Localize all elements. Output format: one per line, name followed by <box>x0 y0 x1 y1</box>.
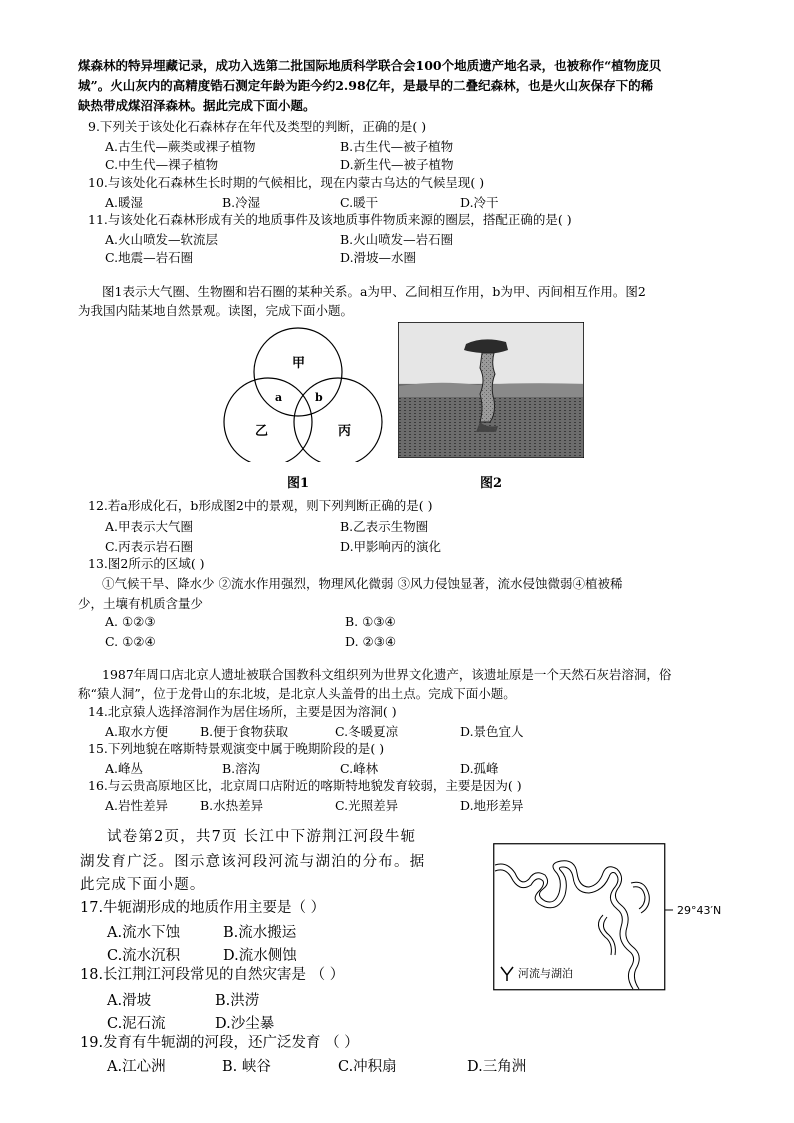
venn-label-bing: 丙 <box>338 424 352 439</box>
q17-option-c[interactable]: C.流水沉积 <box>107 948 181 964</box>
q18-stem: 18.长江荆江河段常见的自然灾害是 （ ） <box>80 967 345 983</box>
q19-option-a[interactable]: A.江心洲 <box>107 1059 166 1075</box>
q11-option-c[interactable]: C.地震—岩石圈 <box>105 250 194 265</box>
q19-stem: 19.发育有牛轭湖的河段，还广泛发育 （ ） <box>80 1035 359 1051</box>
figure-2-photo <box>398 322 584 458</box>
q9-option-d[interactable]: D.新生代—被子植物 <box>340 157 454 172</box>
q17-option-d[interactable]: D.流水侧蚀 <box>223 948 297 964</box>
q9-stem: 9.下列关于该处化石森林存在年代及类型的判断，正确的是( ) <box>88 119 427 134</box>
q18-option-a[interactable]: A.滑坡 <box>107 993 152 1009</box>
venn-label-b: b <box>315 391 323 404</box>
q19-option-d[interactable]: D.三角洲 <box>467 1059 527 1075</box>
section2-line-2: 为我国内陆某地自然景观。读图，完成下面小题。 <box>78 303 354 318</box>
q13-option-b[interactable]: B. ①③④ <box>345 614 396 629</box>
q18-option-d[interactable]: D.沙尘暴 <box>215 1016 275 1032</box>
q13-option-d[interactable]: D. ②③④ <box>345 634 397 649</box>
q10-option-a[interactable]: A.暖湿 <box>105 195 144 210</box>
venn-label-a: a <box>275 391 283 404</box>
q12-option-b[interactable]: B.乙表示生物圈 <box>340 519 429 534</box>
q11-option-a[interactable]: A.火山喷发—软流层 <box>105 232 219 247</box>
section3-line-2: 称“猿人洞”，位于龙骨山的东北坡，是北京人头盖骨的出土点。完成下面小题。 <box>78 686 516 701</box>
q10-option-d[interactable]: D.冷干 <box>460 195 499 210</box>
q19-option-b[interactable]: B. 峡谷 <box>222 1059 271 1075</box>
venn-label-jia: 甲 <box>292 356 306 371</box>
q11-option-d[interactable]: D.滑坡—水圈 <box>340 250 417 265</box>
q9-option-b[interactable]: B.古生代—被子植物 <box>340 139 454 154</box>
intro-line-2: 城”。火山灰内的高精度锆石测定年龄为距今约2.98亿年，是最早的二叠纪森林，也是火山灰保存下的稀 <box>78 78 654 93</box>
q17-option-a[interactable]: A.流水下蚀 <box>107 925 181 941</box>
q9-option-c[interactable]: C.中生代—裸子植物 <box>105 157 219 172</box>
q15-stem: 15.下列地貌在喀斯特景观演变中属于晚期阶段的是( ) <box>88 741 385 756</box>
q16-option-a[interactable]: A.岩性差异 <box>105 798 169 813</box>
q14-option-c[interactable]: C.冬暖夏凉 <box>335 724 399 739</box>
q13-option-c[interactable]: C. ①②④ <box>105 634 156 649</box>
venn-label-yi: 乙 <box>255 424 269 439</box>
section4-line-1: 试卷第2页，共7页 长江中下游荆江河段牛轭 <box>107 829 417 845</box>
q12-option-a[interactable]: A.甲表示大气圈 <box>105 519 194 534</box>
q16-stem: 16.与云贵高原地区比，北京周口店附近的喀斯特地貌发育较弱，主要是因为( ) <box>88 778 522 793</box>
q11-option-b[interactable]: B.火山喷发—岩石圈 <box>340 232 454 247</box>
intro-line-1: 煤森林的特异埋藏记录，成功入选第二批国际地质科学联合会100个地质遗产地名录，也被称作“植物庞贝 <box>78 58 662 73</box>
figure-2-caption: 图2 <box>480 476 503 491</box>
q15-option-d[interactable]: D.孤峰 <box>460 761 499 776</box>
section3-line-1: 1987年周口店北京人遗址被联合国教科文组织列为世界文化遗产，该遗址原是一个天然石灰岩溶洞，俗 <box>102 667 672 682</box>
q14-option-d[interactable]: D.景色宜人 <box>460 724 524 739</box>
q18-option-b[interactable]: B.洪涝 <box>215 993 260 1009</box>
map-latitude-label: 29°43′N <box>677 904 722 917</box>
q13-statement-line-1: ①气候干旱、降水少 ②流水作用强烈，物理风化微弱 ③风力侵蚀显著，流水侵蚀微弱④植被稀 <box>102 576 623 591</box>
q13-statement-line-2: 少，土壤有机质含量少 <box>78 596 204 611</box>
q12-stem: 12.若a形成化石，b形成图2中的景观，则下列判断正确的是( ) <box>88 498 433 513</box>
q14-stem: 14.北京猿人选择溶洞作为居住场所，主要是因为溶洞( ) <box>88 704 397 719</box>
q15-option-c[interactable]: C.峰林 <box>340 761 379 776</box>
q10-stem: 10.与该处化石森林生长时期的气候相比，现在内蒙古乌达的气候呈现( ) <box>88 175 485 190</box>
q12-option-d[interactable]: D.甲影响丙的演化 <box>340 539 442 554</box>
intro-line-3: 缺热带成煤沼泽森林。据此完成下面小题。 <box>78 98 316 113</box>
q14-option-b[interactable]: B.便于食物获取 <box>200 724 289 739</box>
q10-option-c[interactable]: C.暖干 <box>340 195 379 210</box>
figure-1-venn-diagram <box>220 322 390 462</box>
section2-line-1: 图1表示大气圈、生物圈和岩石圈的某种关系。a为甲、乙间相互作用，b为甲、丙间相互作用。图2 <box>102 284 646 299</box>
q17-stem: 17.牛轭湖形成的地质作用主要是（ ） <box>80 900 326 916</box>
q17-option-b[interactable]: B.流水搬运 <box>223 925 297 941</box>
q16-option-b[interactable]: B.水热差异 <box>200 798 264 813</box>
q10-option-b[interactable]: B.冷湿 <box>222 195 261 210</box>
section4-line-2: 湖发育广泛。图示意该河段河流与湖泊的分布。据 <box>80 854 426 870</box>
q9-option-a[interactable]: A.古生代—蕨类或裸子植物 <box>105 139 256 154</box>
q16-option-d[interactable]: D.地形差异 <box>460 798 524 813</box>
q15-option-a[interactable]: A.峰丛 <box>105 761 144 776</box>
map-legend-label: 河流与湖泊 <box>518 967 573 980</box>
q12-option-c[interactable]: C.丙表示岩石圈 <box>105 539 194 554</box>
figure-1-caption: 图1 <box>287 476 310 491</box>
section4-line-3: 此完成下面小题。 <box>80 877 206 893</box>
q19-option-c[interactable]: C.冲积扇 <box>338 1059 397 1075</box>
q16-option-c[interactable]: C.光照差异 <box>335 798 399 813</box>
q15-option-b[interactable]: B.溶沟 <box>222 761 261 776</box>
q11-stem: 11.与该处化石森林形成有关的地质事件及该地质事件物质来源的圈层，搭配正确的是( ) <box>88 212 572 227</box>
q13-stem: 13.图2所示的区域( ) <box>88 556 205 571</box>
q13-option-a[interactable]: A. ①②③ <box>105 614 156 629</box>
q18-option-c[interactable]: C.泥石流 <box>107 1016 166 1032</box>
q14-option-a[interactable]: A.取水方便 <box>105 724 169 739</box>
